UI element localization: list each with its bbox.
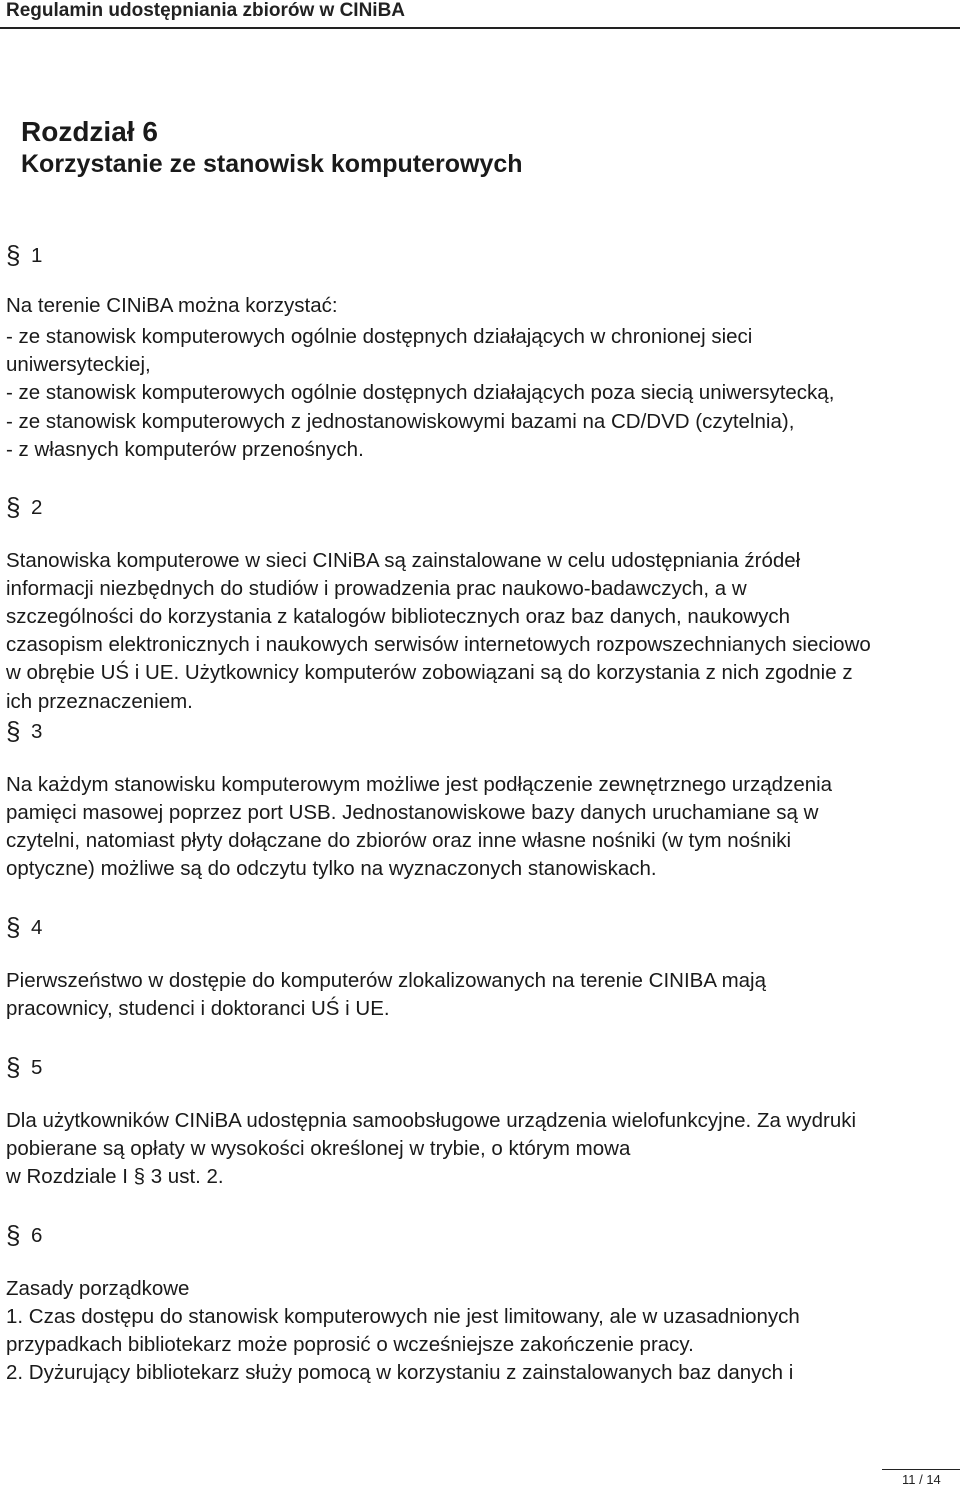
section-text-line: Na terenie CINiBA można korzystać: xyxy=(6,294,338,317)
section-text-line: optyczne) możliwe są do odczytu tylko na wyznaczonych stanowiskach. xyxy=(6,857,657,880)
header-rule xyxy=(0,27,960,29)
chapter-number: Rozdział 6 xyxy=(21,116,158,147)
page-number: 11 / 14 xyxy=(902,1472,941,1487)
section-text-line: ich przeznaczeniem. xyxy=(6,690,193,713)
section-text-line: Na każdym stanowisku komputerowym możliwe jest podłączenie zewnętrznego urządzenia xyxy=(6,773,833,796)
section-text-line: pamięci masowej poprzez port USB. Jednostanowiskowe bazy danych uruchamiane są w xyxy=(6,801,819,824)
section-text-line: Stanowiska komputerowe w sieci CINiBA są zainstalowane w celu udostępniania źródeł xyxy=(6,549,801,572)
section-number: 4 xyxy=(31,916,43,939)
section-sign: § xyxy=(6,240,21,270)
section-text-line: w Rozdziale I § 3 ust. 2. xyxy=(6,1165,224,1188)
section-text-line: pobierane są opłaty w wysokości określonej w trybie, o którym mowa xyxy=(6,1137,631,1160)
section-sign: § xyxy=(6,1220,21,1250)
section-text-line: - ze stanowisk komputerowych ogólnie dostępnych działających poza siecią uniwersytecką, xyxy=(6,381,835,404)
footer-rule xyxy=(882,1469,960,1470)
section-heading xyxy=(6,1220,42,1251)
section-text-line: Pierwszeństwo w dostępie do komputerów zlokalizowanych na terenie CINIBA mają xyxy=(6,969,767,992)
section-heading xyxy=(6,912,42,943)
section-text-line: uniwersyteckiej, xyxy=(6,353,151,376)
section-number: 3 xyxy=(31,720,43,743)
section-heading xyxy=(6,1052,42,1083)
section-text-line: Zasady porządkowe xyxy=(6,1277,190,1300)
section-sign: § xyxy=(6,716,21,746)
section-text-line: - z własnych komputerów przenośnych. xyxy=(6,438,364,461)
section-text-line: w obrębie UŚ i UE. Użytkownicy komputerów zobowiązani są do korzystania z nich zgodnie z xyxy=(6,661,853,684)
section-sign: § xyxy=(6,912,21,942)
section-text-line: - ze stanowisk komputerowych z jednostanowiskowymi bazami na CD/DVD (czytelnia), xyxy=(6,410,795,433)
section-text-line: pracownicy, studenci i doktoranci UŚ i UE. xyxy=(6,997,390,1020)
section-text-line: czytelni, natomiast płyty dołączane do zbiorów oraz inne własne nośniki (w tym nośniki xyxy=(6,829,792,852)
section-sign: § xyxy=(6,492,21,522)
section-number: 2 xyxy=(31,496,43,519)
section-text-line: szczególności do korzystania z katalogów bibliotecznych oraz baz danych, naukowych xyxy=(6,605,790,628)
section-text-line: - ze stanowisk komputerowych ogólnie dostępnych działających w chronionej sieci xyxy=(6,325,753,348)
section-text-line: przypadkach bibliotekarz może poprosić o wcześniejsze zakończenie pracy. xyxy=(6,1333,694,1356)
section-heading xyxy=(6,492,42,523)
chapter-title: Korzystanie ze stanowisk komputerowych xyxy=(21,150,523,178)
section-sign: § xyxy=(6,1052,21,1082)
section-heading xyxy=(6,240,42,271)
section-text-line: czasopism elektronicznych i naukowych serwisów internetowych rozpowszechnianych sieciowo xyxy=(6,633,871,656)
section-number: 1 xyxy=(31,244,43,267)
section-text-line: 1. Czas dostępu do stanowisk komputerowych nie jest limitowany, ale w uzasadnionych xyxy=(6,1305,800,1328)
section-text-line: 2. Dyżurujący bibliotekarz służy pomocą w korzystaniu z zainstalowanych baz danych i xyxy=(6,1361,794,1384)
section-number: 6 xyxy=(31,1224,43,1247)
section-text-line: informacji niezbędnych do studiów i prowadzenia prac naukowo-badawczych, a w xyxy=(6,577,747,600)
page-header-title: Regulamin udostępniania zbiorów w CINiBA xyxy=(6,0,406,21)
section-text-line: Dla użytkowników CINiBA udostępnia samoobsługowe urządzenia wielofunkcyjne. Za wydruki xyxy=(6,1109,857,1132)
section-heading xyxy=(6,716,42,747)
section-number: 5 xyxy=(31,1056,43,1079)
